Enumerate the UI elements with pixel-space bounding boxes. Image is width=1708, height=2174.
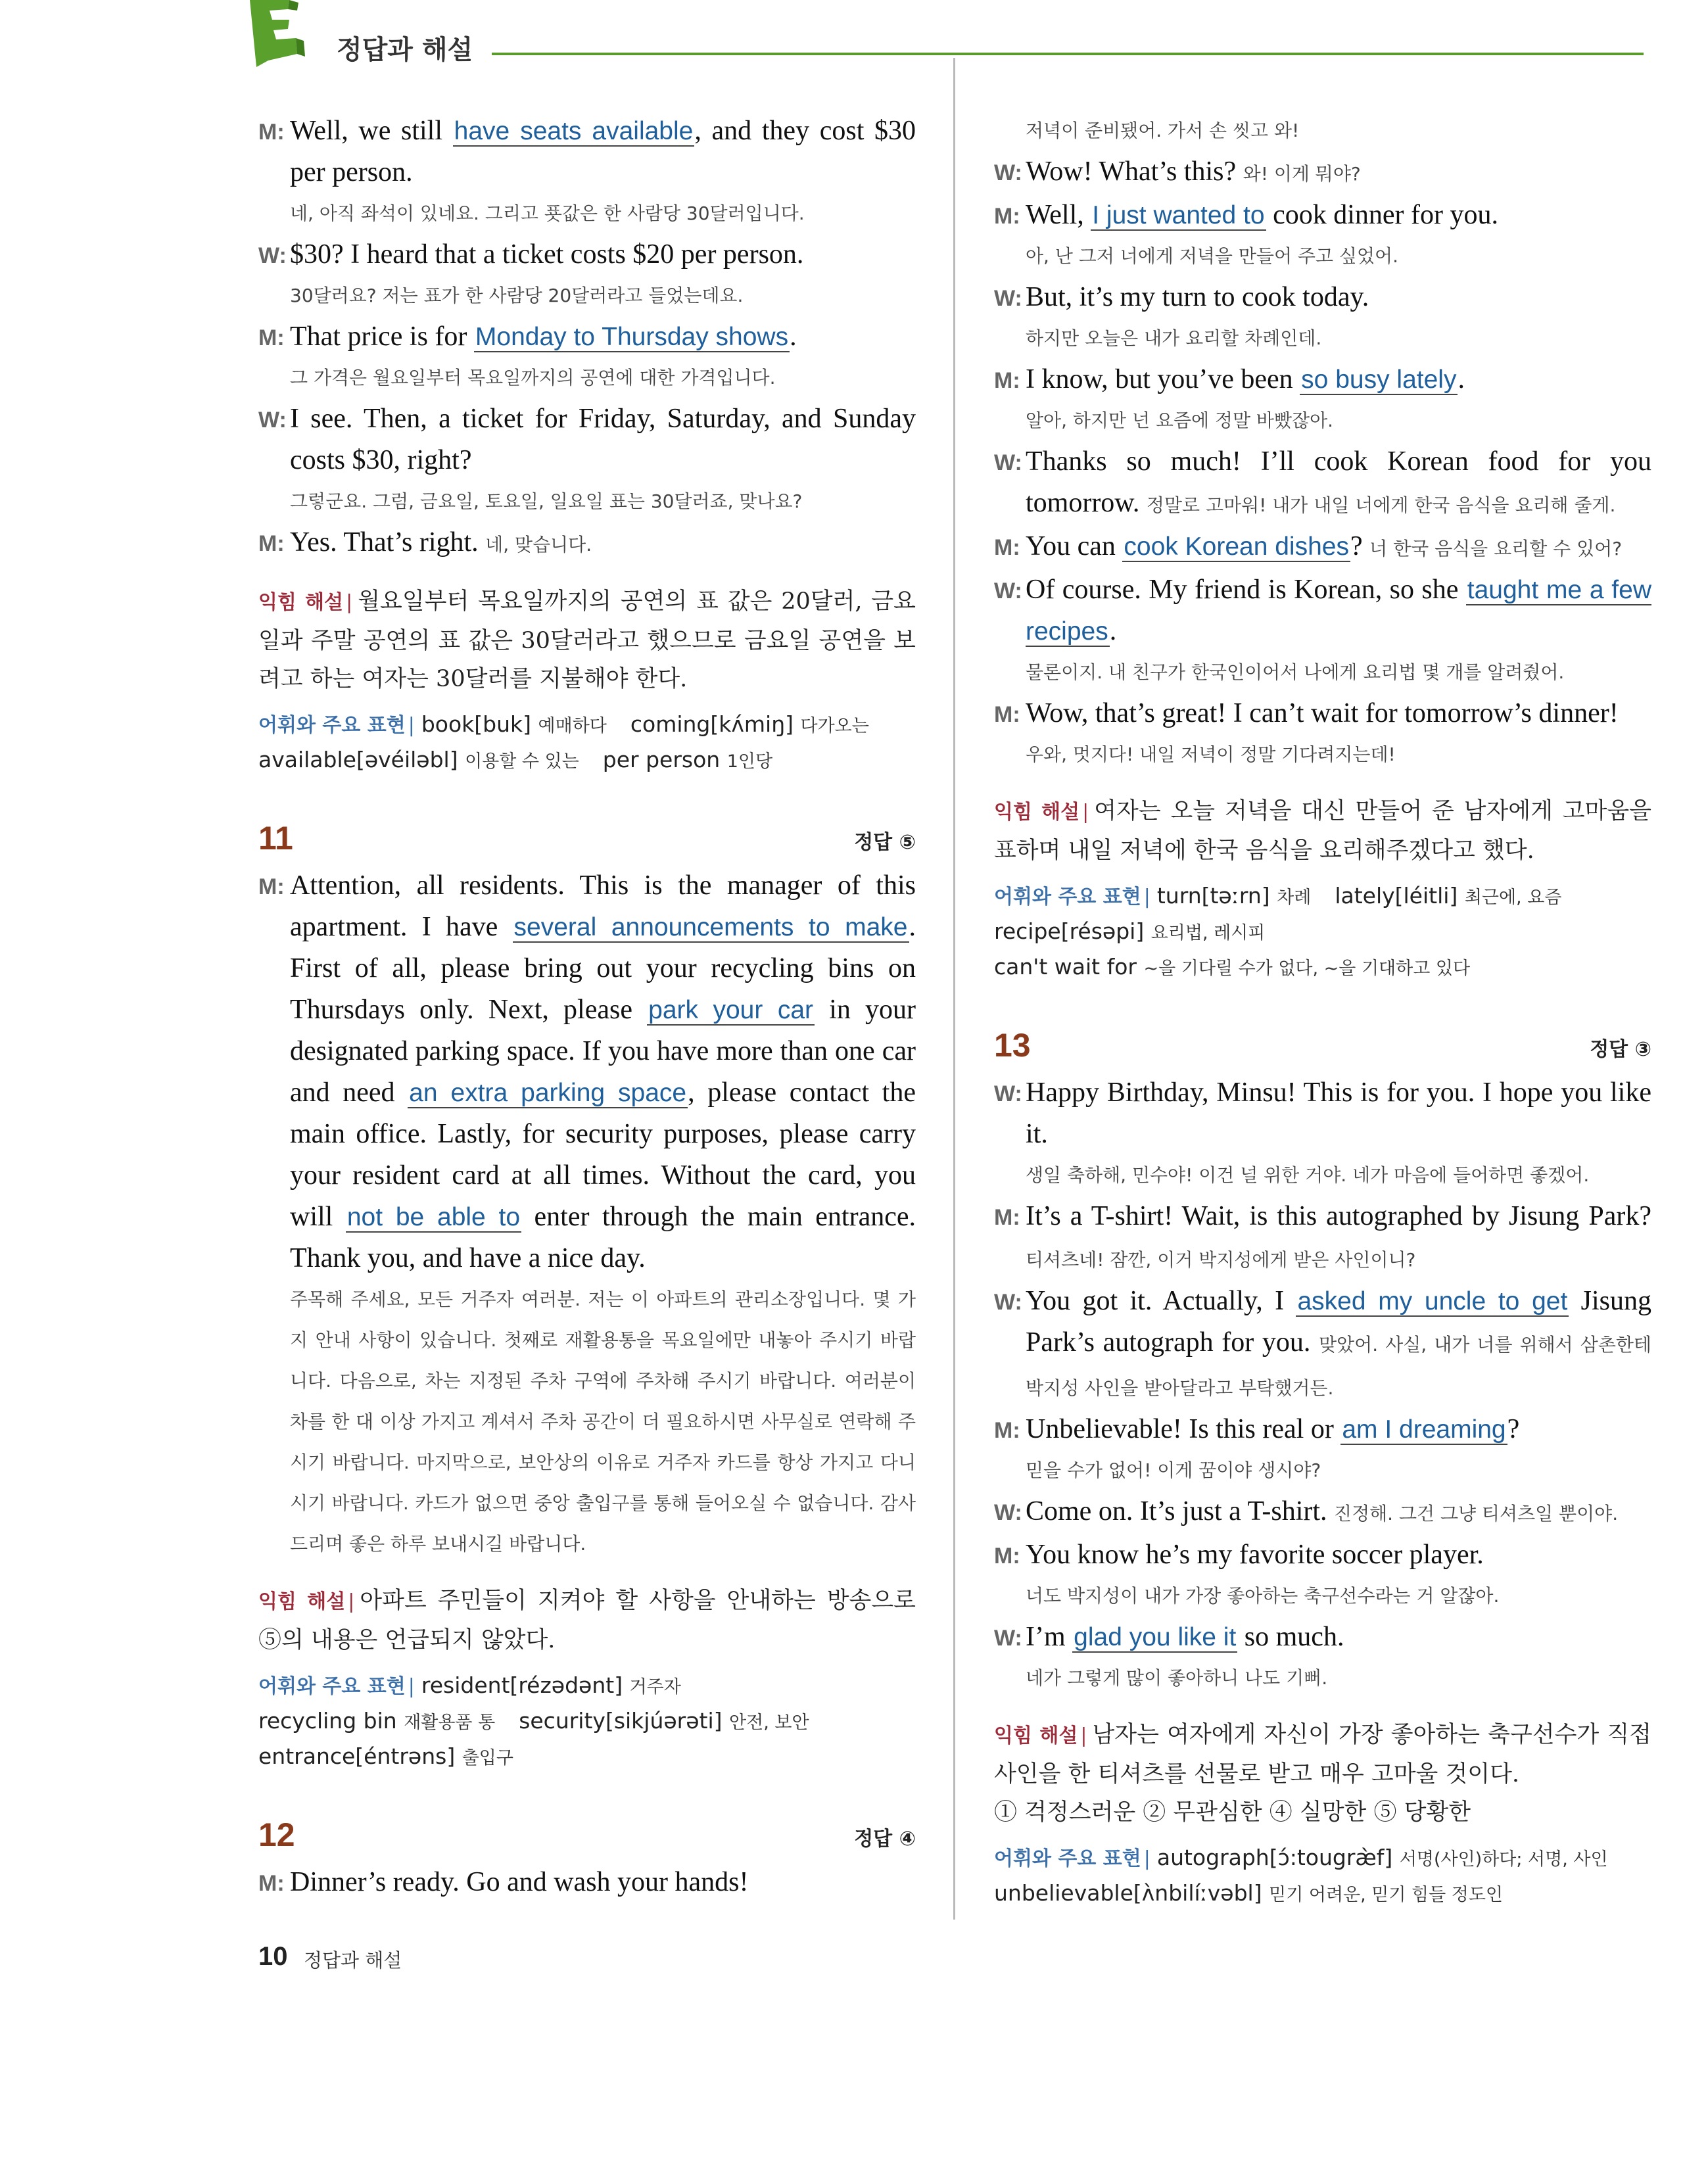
speaker-label: M: [258,1871,285,1896]
answer-blank: cook Korean dishes [1124,532,1349,561]
speaker-label: W: [994,579,1022,603]
korean-translation: 너도 박지성이 내가 가장 좋아하는 축구선수라는 거 알잖아. [1026,1585,1500,1607]
dialogue-line [258,398,916,481]
vocabulary-word: lately[léitli] [1335,883,1458,909]
speaker-label: M: [994,1418,1020,1443]
dialogue-text: Wow! What’s this? [1026,156,1243,187]
dialogue-text: Wow, that’s great! I can’t wait for tomorrow’s dinner! [1026,698,1619,728]
dialogue-text: It’s a T-shirt! Wait, is this autographed by Jisung Park? [1026,1201,1651,1231]
speaker-label: W: [994,1081,1022,1106]
dialogue-line [994,1281,1651,1409]
vocabulary-meaning: 서명(사인)하다; 서명, 사인 [1399,1849,1608,1870]
footer-title: 정답과 해설 [304,1949,402,1972]
vocabulary-box [258,707,916,778]
dialogue-text: Come on. It’s just a T-shirt. [1026,1496,1335,1526]
vocabulary-meaning: 이용할 수 있는 [465,751,579,772]
dialogue-line [994,1196,1651,1281]
answer-blank: park your car [648,996,814,1024]
dialogue-text: , and they cost $30 per person. [290,116,916,187]
explanation-text: 아파트 주민들이 지켜야 할 사항을 안내하는 방송으로 ⑤의 내용은 언급되지 않았다. [258,1588,916,1653]
answer-blank: several announcements to make [513,913,908,941]
vocabulary-meaning: 다가오는 [800,716,869,736]
korean-translation: 네, 아직 좌석이 있네요. 그리고 푯값은 한 사람당 30달러입니다. [290,202,805,224]
vocabulary-word: book[buk] [421,711,532,737]
dialogue-text: Well, [1026,200,1091,230]
vocabulary-word: resident[rézədənt] [421,1672,623,1698]
vocabulary-label: 어휘와 주요 표현 [994,1847,1141,1870]
explanation-label: 익힘 해설 [258,1590,346,1613]
green-e-logo-icon [250,0,322,72]
vocabulary-meaning: ~을 기다릴 수가 없다, ~을 기대하고 있다 [1143,958,1471,979]
vocabulary-word: autograph[ɔ́:tougræ̀f] [1156,1845,1393,1870]
dialogue-text: ? [1350,531,1370,561]
explanation-label: 익힘 해설 [994,1724,1078,1747]
dialogue-text: enter through the main entrance. Thank you, and have a nice day. [290,1202,916,1273]
question-header [258,1816,916,1855]
dialogue-text: Yes. That’s right. [290,527,486,557]
dialogue-line [994,526,1651,569]
speaker-label: W: [994,1626,1022,1651]
vocabulary-box [258,1668,916,1775]
explanation [994,1716,1651,1831]
korean-translation: 알아, 하지만 넌 요즘에 정말 바빴잖아. [1026,410,1334,431]
korean-translation: 30달러요? 저는 표가 한 사람당 20달러라고 들었는데요. [290,285,744,306]
vocabulary-box [994,879,1651,985]
dialogue-line [258,1862,916,1903]
answer-blank: Monday to Thursday shows [475,323,789,351]
dialogue-text: . [1109,616,1117,646]
explanation-divider: | [346,591,353,614]
dialogue-text: Thanks so much! I’ll cook Korean food for you tomorrow. [1026,446,1651,518]
korean-translation: 물론이지. 내 친구가 한국인이어서 나에게 요리법 몇 개를 알려줬어. [1026,661,1565,683]
speaker-label: W: [994,286,1022,311]
question-number: 13 [994,1027,1031,1064]
vocabulary-divider: | [1143,886,1151,909]
dialogue-text: I see. Then, a ticket for Friday, Saturday, and Sunday costs $30, right? [290,404,916,475]
dialogue-text: Dinner’s ready. Go and wash your hands! [290,1867,749,1897]
vocabulary-divider: | [408,1675,415,1698]
dialogue-text: . [790,321,797,352]
korean-translation: 하지만 오늘은 내가 요리할 차례인데. [1026,327,1322,349]
speaker-label: M: [994,1544,1020,1569]
speaker-label: M: [994,702,1020,727]
vocabulary-word: turn[təːrn] [1156,883,1270,909]
korean-translation: 네가 그렇게 많이 좋아하니 나도 기뻐. [1026,1667,1328,1689]
speaker-label: W: [258,243,287,268]
dialogue-text: . [1458,364,1465,394]
question-header [258,819,916,859]
vocabulary-meaning: 안전, 보안 [729,1713,809,1733]
dialogue-text: $30? I heard that a ticket costs $20 per person. [290,239,804,270]
speaker-label: M: [258,325,285,350]
speaker-label: W: [994,160,1022,185]
inline-translation: 맞았어. 사실, 내가 너를 위해서 삼촌한테 박지성 사인을 받아달라고 부탁했거든. [1026,1334,1651,1399]
answer-key: 정답 ④ [854,1828,916,1851]
explanation-divider: | [348,1590,355,1613]
left-column [258,110,916,1903]
answer-blank: so busy lately [1301,366,1457,394]
korean-translation: 그 가격은 월요일부터 목요일까지의 공연에 대한 가격입니다. [290,367,776,389]
explanation [258,1582,916,1659]
speaker-label: W: [994,1500,1022,1525]
explanation [258,582,916,698]
dialogue-line [994,1617,1651,1658]
vocabulary-divider: | [1143,1847,1151,1870]
inline-translation: 네, 맞습니다. [485,534,592,555]
question-number: 11 [258,820,293,857]
vocabulary-meaning: 차례 [1277,887,1312,908]
dialogue-text: You got it. Actually, I [1026,1286,1296,1316]
korean-translation: 아, 난 그저 너에게 저녁을 만들어 주고 싶었어. [1026,245,1398,267]
dialogue-line [994,441,1651,526]
dialogue-line [258,865,916,1279]
answer-key: 정답 ⑤ [854,831,916,854]
dialogue-line [258,110,916,193]
answer-blank: taught me a few recipes [1026,576,1651,646]
dialogue-line [994,1534,1651,1576]
vocabulary-meaning: 출입구 [462,1748,513,1768]
vocabulary-word: per person [602,747,721,772]
korean-translation: 믿을 수가 없어! 이게 꿈이야 생시야? [1026,1459,1321,1481]
dialogue-line [994,1409,1651,1450]
vocabulary-box [994,1841,1651,1912]
dialogue-line [258,522,916,565]
inline-translation: 너 한국 음식을 요리할 수 있어? [1369,538,1623,559]
vocabulary-meaning: 최근에, 요즘 [1464,887,1562,908]
column-divider [953,58,955,1920]
dialogue-text: Happy Birthday, Minsu! This is for you. I hope you like it. [1026,1077,1651,1149]
right-column [994,110,1651,1912]
vocabulary-word: security[sikjúərəti] [519,1708,723,1734]
answer-blank: I just wanted to [1092,201,1265,229]
speaker-label: M: [994,1205,1020,1230]
explanation-text: 여자는 오늘 저녁을 대신 만들어 준 남자에게 고마움을 표하며 내일 저녁에 한국 음식을 요리해주겠다고 했다. [994,798,1651,864]
vocabulary-word: available[əvéiləbl] [258,747,458,772]
vocabulary-meaning: 거주자 [629,1677,681,1697]
answer-blank: not be able to [346,1203,521,1231]
dialogue-text: You know he’s my favorite soccer player. [1026,1540,1484,1570]
vocabulary-divider: | [408,714,415,737]
vocabulary-label: 어휘와 주요 표현 [258,714,406,737]
dialogue-line [994,693,1651,734]
dialogue-text: ? [1507,1414,1520,1444]
answer-blank: am I dreaming [1342,1415,1506,1444]
dialogue-text: Unbelievable! Is this real or [1026,1414,1341,1444]
answer-blank: have seats available [454,117,694,145]
dialogue-line [994,195,1651,236]
dialogue-text: Of course. My friend is Korean, so she [1026,575,1466,605]
vocabulary-word: entrance[éntrəns] [258,1743,456,1769]
explanation-text: 남자는 여자에게 자신이 가장 좋아하는 축구선수가 직접 사인을 한 티셔츠를 선물로 받고 매우 고마울 것이다. [994,1722,1651,1787]
question-number: 12 [258,1816,295,1853]
dialogue-line [258,234,916,275]
answer-blank: glad you like it [1074,1623,1237,1651]
korean-translation: 저녁이 준비됐어. 가서 손 씻고 와! [1026,120,1300,141]
vocabulary-word: coming[kʌ́miŋ] [630,711,794,737]
vocabulary-meaning: 1인당 [726,751,773,772]
speaker-label: W: [258,408,287,433]
vocabulary-meaning: 예매하다 [538,716,607,736]
vocabulary-word: recycling bin [258,1708,397,1734]
speaker-label: M: [994,204,1020,229]
header-rule [492,53,1644,55]
explanation-options: ① 걱정스러운 ② 무관심한 ④ 실망한 ⑤ 당황한 [994,1799,1471,1826]
page-number: 10 [258,1942,288,1971]
dialogue-text: Jisung Park’s autograph for you. [1026,1286,1652,1358]
dialogue-text: You can [1026,531,1123,561]
vocabulary-word: recipe[résəpi] [994,918,1145,944]
explanation-label: 익힘 해설 [258,591,344,614]
korean-translation: 그렇군요. 그럼, 금요일, 토요일, 일요일 표는 30달러죠, 맞나요? [290,490,803,512]
dialogue-line [994,569,1651,652]
korean-translation: 우와, 멋지다! 내일 저녁이 정말 기다려지는데! [1026,744,1396,765]
answer-key: 정답 ③ [1590,1038,1651,1061]
explanation-divider: | [1080,1724,1087,1747]
korean-translation: 주목해 주세요, 모든 거주자 여러분. 저는 이 아파트의 관리소장입니다. 몇 가지 안내 사항이 있습니다. 첫째로 재활용통을 목요일에만 내놓아 주시기 바랍니다. 다음으로, 차는 지정된 주차 구역에 주차해 주시기 바랍니다. 여러분이 차를 한 대 이상 가지고 계셔서 주차 공간이 더 필요하시면 사무실로 연락해 주시기 바랍니다. 마지막으로, 보안상의 이유로 거주자 카드를 항상 가지고 다니시기 바랍니다. 카드가 없으면 중앙 출입구를 통해 들어오실 수 없습니다. 감사 드리며 좋은 하루 보내시길 바랍니다. [290,1288,916,1555]
vocabulary-word: unbelievable[ʌ̀nbilíːvəbl] [994,1880,1262,1906]
inline-translation: 와! 이게 뭐야? [1243,163,1361,185]
question-header [994,1026,1651,1066]
vocabulary-label: 어휘와 주요 표현 [258,1675,406,1698]
answer-blank: an extra parking space [409,1079,687,1107]
vocabulary-label: 어휘와 주요 표현 [994,886,1141,909]
dialogue-text: That price is for [290,321,474,352]
vocabulary-word: can't wait for [994,954,1137,980]
inline-translation: 티셔츠네! 잠깐, 이거 박지성에게 받은 사인이니? [1026,1249,1416,1271]
explanation-divider: | [1082,801,1089,824]
dialogue-line [994,1072,1651,1155]
explanation-label: 익힘 해설 [994,801,1080,824]
speaker-label: M: [258,874,285,899]
dialogue-text: cook dinner for you. [1266,200,1499,230]
dialogue-text: in your designated parking space. If you have more than one car and need [290,995,916,1108]
explanation-text: 월요일부터 목요일까지의 공연의 표 값은 20달러, 금요일과 주말 공연의 표 값은 30달러라고 했으므로 금요일 공연을 보려고 하는 여자는 30달러를 지불해야 한다. [258,588,916,692]
answer-blank: asked my uncle to get [1297,1287,1568,1315]
vocabulary-meaning: 재활용품 통 [404,1713,496,1733]
dialogue-text: so much. [1237,1622,1344,1652]
header-title: 정답과 해설 [337,35,473,65]
korean-translation: 생일 축하해, 민수야! 이건 널 위한 거야. 네가 마음에 들어하면 좋겠어. [1026,1164,1590,1186]
dialogue-text: Attention, all residents. This is the manager of this apartment. I have [290,870,916,942]
dialogue-line [994,359,1651,400]
dialogue-line [994,1491,1651,1534]
speaker-label: M: [994,535,1020,560]
dialogue-text: I’m [1026,1622,1073,1652]
dialogue-line [994,151,1651,195]
dialogue-text: , please contact the main office. Lastly, for security purposes, please carry your resident card at all times. Without the card, you will [290,1077,916,1232]
speaker-label: M: [258,120,285,145]
speaker-label: M: [258,531,285,556]
dialogue-text: But, it’s my turn to cook today. [1026,282,1369,312]
dialogue-text: Well, we still [290,116,453,146]
dialogue-text: . First of all, please bring out your recycling bins on Thursdays only. Next, please [290,912,916,1025]
vocabulary-meaning: 믿기 어려운, 믿기 힘들 정도인 [1269,1885,1504,1905]
explanation [994,792,1651,870]
dialogue-line [994,277,1651,318]
speaker-label: M: [994,368,1020,393]
vocabulary-meaning: 요리법, 레시피 [1151,923,1266,943]
inline-translation: 진정해. 그건 그냥 티셔츠일 뿐이야. [1334,1503,1619,1524]
dialogue-text: I know, but you’ve been [1026,364,1300,394]
speaker-label: W: [994,450,1022,475]
dialogue-line [258,316,916,358]
inline-translation: 정말로 고마워! 내가 내일 너에게 한국 음식을 요리해 줄게. [1146,494,1616,516]
speaker-label: W: [994,1290,1022,1315]
